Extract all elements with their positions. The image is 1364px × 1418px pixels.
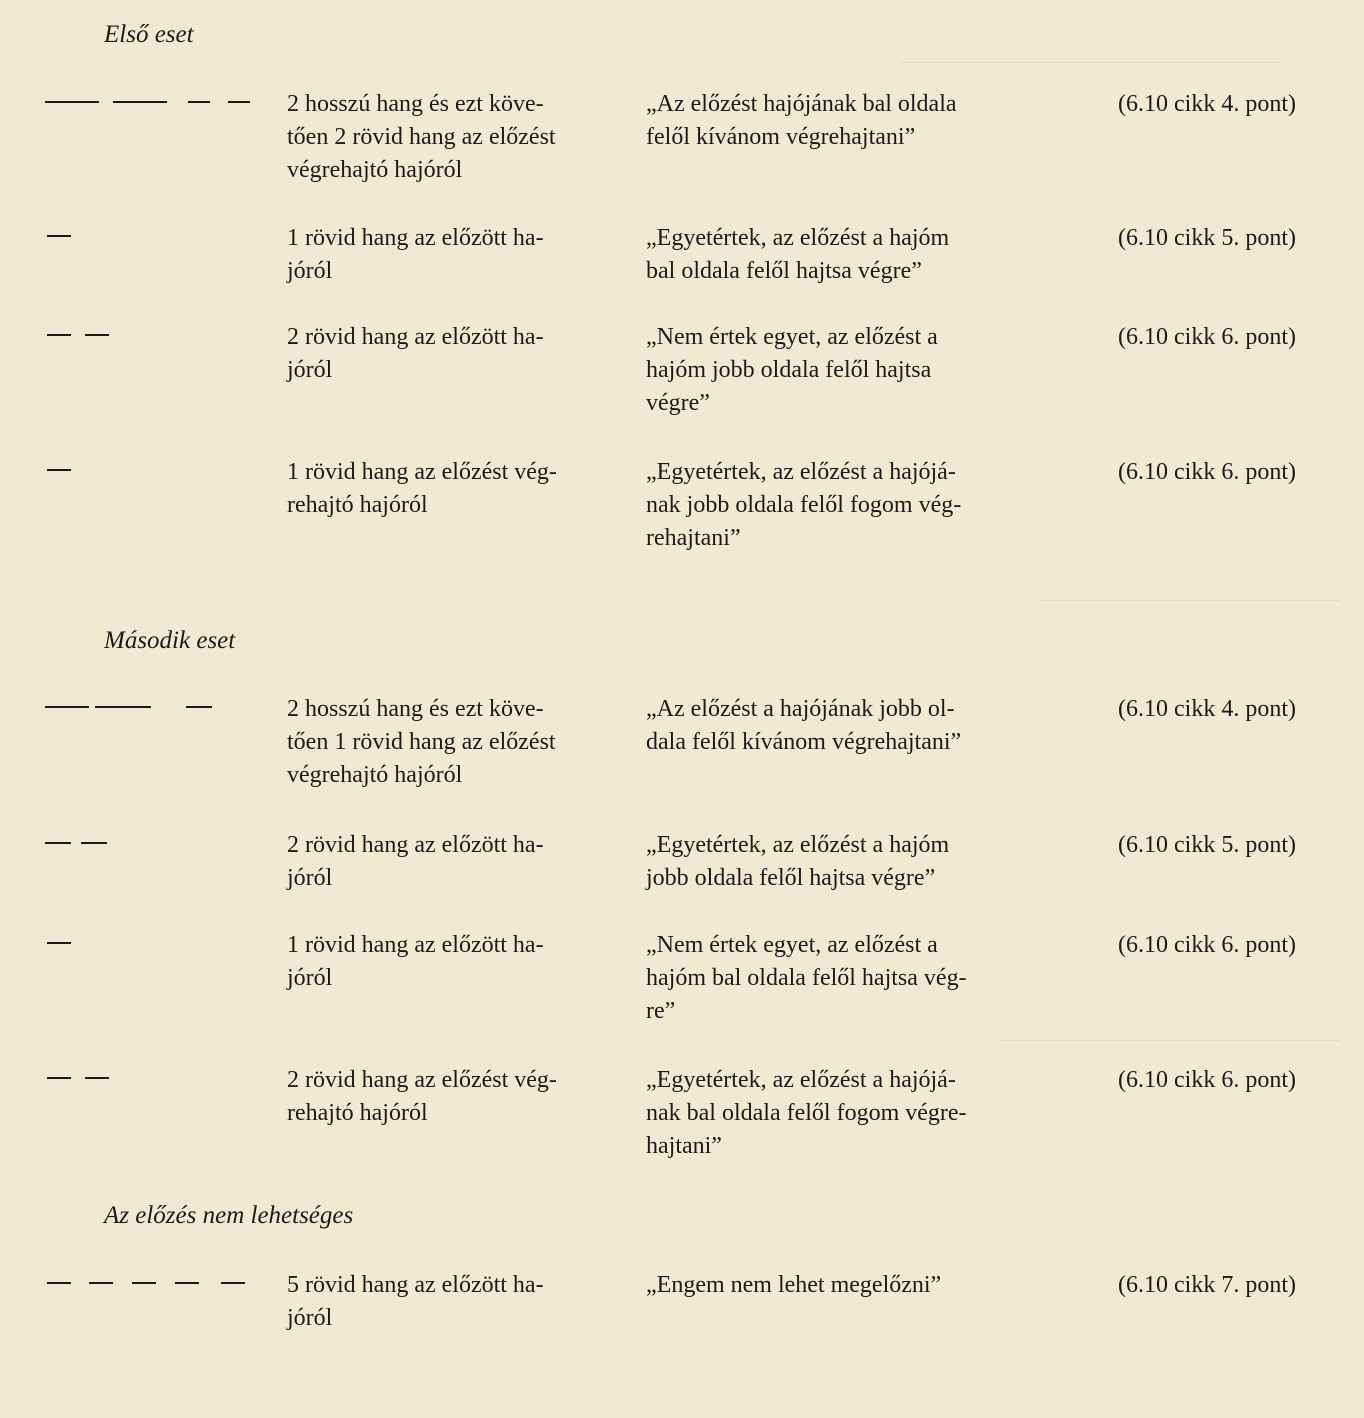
signal-meaning: „Nem értek egyet, az előzést a hajóm bal oldala felől hajtsa vég- re” — [646, 932, 967, 1024]
article-reference: (6.10 cikk 5. pont) — [1118, 225, 1296, 251]
signal-meaning: „Nem értek egyet, az előzést a hajóm jobb oldala felől hajtsa végre” — [646, 324, 938, 416]
article-reference: (6.10 cikk 6. pont) — [1118, 932, 1296, 958]
signal-meaning: „Egyetértek, az előzést a hajóm bal oldala felől hajtsa végre” — [646, 225, 950, 284]
article-reference: (6.10 cikk 4. pont) — [1118, 696, 1296, 722]
signal-meaning: „Az előzést a hajójának jobb ol- dala felől kívánom végrehajtani” — [646, 696, 962, 755]
sound-signal-five-short — [45, 1277, 265, 1291]
sound-signal-short — [45, 464, 265, 478]
signal-meaning: „Az előzést hajójának bal oldala felől kívánom végrehajtani” — [646, 91, 957, 150]
sound-signal-long-long-short — [45, 701, 265, 715]
signal-description: 2 rövid hang az előzött ha- jóról — [287, 832, 544, 891]
signal-meaning: „Egyetértek, az előzést a hajójá- nak bal oldala felől fogom végre- hajtani” — [646, 1067, 967, 1159]
section-title-overtaking-not-possible: Az előzés nem lehetséges — [104, 1202, 354, 1229]
sound-signal-short-short — [45, 1072, 265, 1086]
signal-meaning: „Egyetértek, az előzést a hajójá- nak jobb oldala felől fogom vég- rehajtani” — [646, 459, 962, 551]
signal-description: 1 rövid hang az előzést vég- rehajtó hajóról — [287, 459, 557, 518]
article-reference: (6.10 cikk 6. pont) — [1118, 324, 1296, 350]
signal-description: 5 rövid hang az előzött ha- jóról — [287, 1272, 544, 1331]
section-title-first-case: Első eset — [104, 21, 194, 48]
signal-description: 2 hosszú hang és ezt köve- tően 2 rövid hang az előzést végrehajtó hajóról — [287, 91, 556, 183]
signal-meaning: „Egyetértek, az előzést a hajóm jobb oldala felől hajtsa végre” — [646, 832, 950, 891]
sound-signal-short-short — [45, 837, 265, 851]
section-title-second-case: Második eset — [104, 627, 236, 654]
article-reference: (6.10 cikk 5. pont) — [1118, 832, 1296, 858]
bleed-through-mark — [900, 62, 1280, 63]
bleed-through-mark — [1000, 1040, 1340, 1041]
signal-meaning: „Engem nem lehet megelőzni” — [646, 1272, 942, 1298]
sound-signal-long-long-short-short — [45, 96, 265, 110]
signal-description: 1 rövid hang az előzött ha- jóról — [287, 225, 544, 284]
article-reference: (6.10 cikk 6. pont) — [1118, 1067, 1296, 1093]
signal-description: 2 rövid hang az előzött ha- jóról — [287, 324, 544, 383]
signal-description: 2 rövid hang az előzést vég- rehajtó hajóról — [287, 1067, 557, 1126]
article-reference: (6.10 cikk 7. pont) — [1118, 1272, 1296, 1298]
article-reference: (6.10 cikk 6. pont) — [1118, 459, 1296, 485]
article-reference: (6.10 cikk 4. pont) — [1118, 91, 1296, 117]
sound-signal-short-short — [45, 329, 265, 343]
bleed-through-mark — [1040, 600, 1340, 601]
sound-signal-short — [45, 230, 265, 244]
signal-description: 2 hosszú hang és ezt köve- tően 1 rövid hang az előzést végrehajtó hajóról — [287, 696, 556, 788]
sound-signal-short — [45, 937, 265, 951]
signal-description: 1 rövid hang az előzött ha- jóról — [287, 932, 544, 991]
